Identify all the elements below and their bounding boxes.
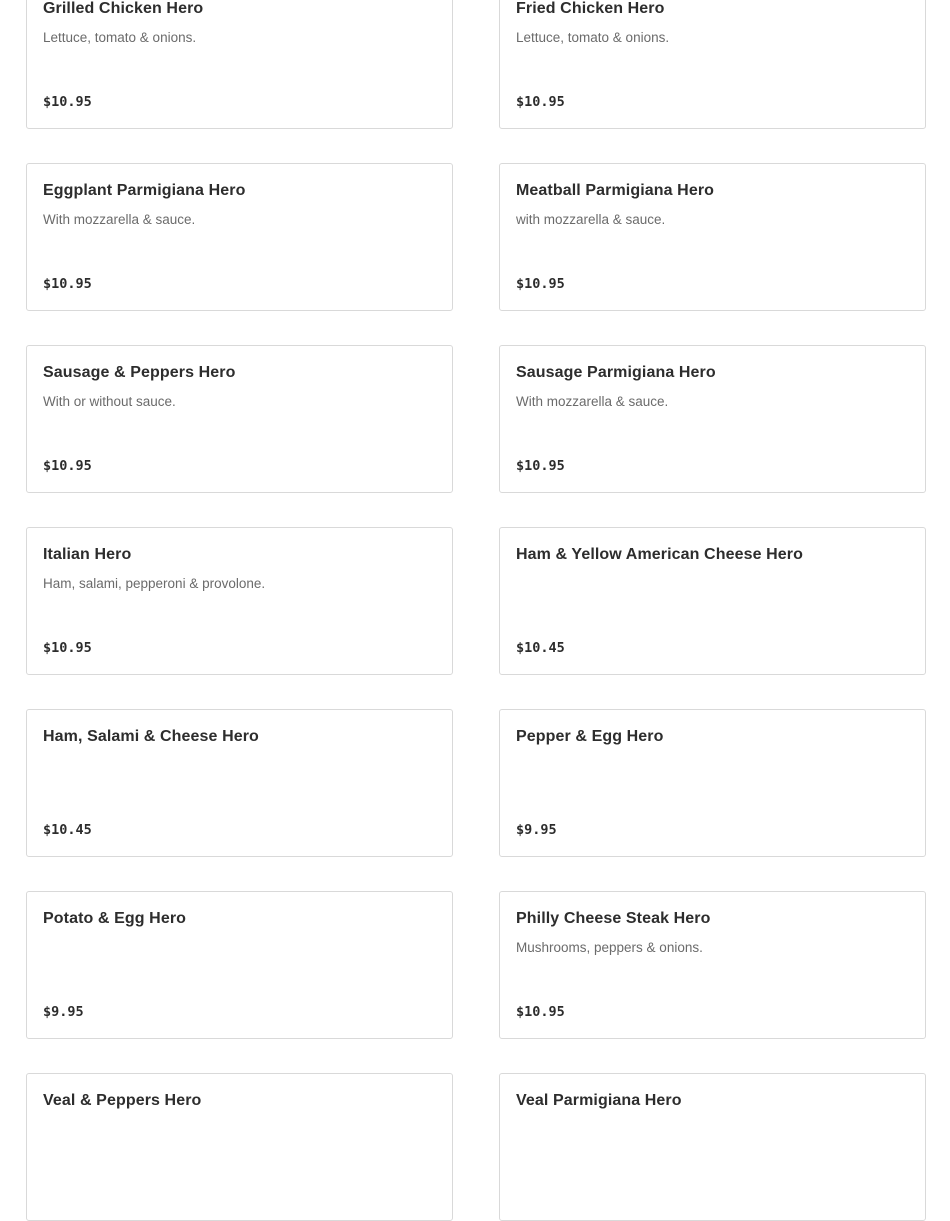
menu-item-card[interactable] — [26, 527, 453, 675]
menu-item-card[interactable] — [499, 891, 926, 1039]
menu-item-price: $10.45 — [43, 822, 92, 838]
menu-item-name: Ham & Yellow American Cheese Hero — [516, 546, 803, 563]
menu-item-card[interactable] — [499, 527, 926, 675]
menu-item-name: Philly Cheese Steak Hero — [516, 910, 711, 927]
menu-item-name: Ham, Salami & Cheese Hero — [43, 728, 259, 745]
menu-item-card[interactable] — [499, 1073, 926, 1221]
menu-item-card[interactable] — [26, 709, 453, 857]
menu-item-name: Fried Chicken Hero — [516, 0, 665, 17]
menu-item-price: $10.95 — [43, 94, 92, 110]
menu-item-card[interactable] — [26, 1073, 453, 1221]
menu-item-name: Pepper & Egg Hero — [516, 728, 664, 745]
menu-item-name: Potato & Egg Hero — [43, 910, 187, 927]
menu-item-price: $10.95 — [43, 640, 92, 656]
menu-item-description: with mozzarella & sauce. — [516, 212, 666, 227]
menu-item-description: Mushrooms, peppers & onions. — [516, 940, 703, 955]
menu-item-price: $10.95 — [516, 276, 565, 292]
menu-item-card[interactable] — [499, 709, 926, 857]
menu-item-card[interactable] — [26, 345, 453, 493]
menu-item-description: Ham, salami, pepperoni & provolone. — [43, 576, 266, 591]
menu-item-card[interactable] — [499, 345, 926, 493]
menu-item-price: $9.95 — [43, 1004, 84, 1020]
menu-item-name: Meatball Parmigiana Hero — [516, 182, 715, 199]
menu-item-description: With or without sauce. — [43, 394, 176, 409]
menu-item-price: $10.95 — [516, 1004, 565, 1020]
menu-item-price: $10.95 — [43, 458, 92, 474]
menu-item-card[interactable] — [26, 0, 453, 129]
menu-item-name: Italian Hero — [43, 546, 132, 563]
menu-item-card[interactable] — [499, 0, 926, 129]
menu-item-name: Sausage Parmigiana Hero — [516, 364, 716, 381]
menu-item-price: $9.95 — [516, 822, 557, 838]
menu-item-price: $10.95 — [43, 276, 92, 292]
menu-item-name: Sausage & Peppers Hero — [43, 364, 236, 381]
menu-item-price: $10.95 — [516, 458, 565, 474]
menu-item-card[interactable] — [499, 163, 926, 311]
menu-item-card[interactable] — [26, 891, 453, 1039]
menu-item-name: Veal Parmigiana Hero — [516, 1092, 682, 1109]
menu-item-name: Veal & Peppers Hero — [43, 1092, 202, 1109]
menu-item-price: $10.45 — [516, 640, 565, 656]
menu-item-name: Grilled Chicken Hero — [43, 0, 204, 17]
menu-item-description: With mozzarella & sauce. — [43, 212, 196, 227]
menu-item-description: With mozzarella & sauce. — [516, 394, 669, 409]
menu-item-price: $10.95 — [516, 94, 565, 110]
menu-item-name: Eggplant Parmigiana Hero — [43, 182, 246, 199]
menu-item-card[interactable] — [26, 163, 453, 311]
menu-item-description: Lettuce, tomato & onions. — [43, 30, 197, 45]
menu-item-description: Lettuce, tomato & onions. — [516, 30, 670, 45]
